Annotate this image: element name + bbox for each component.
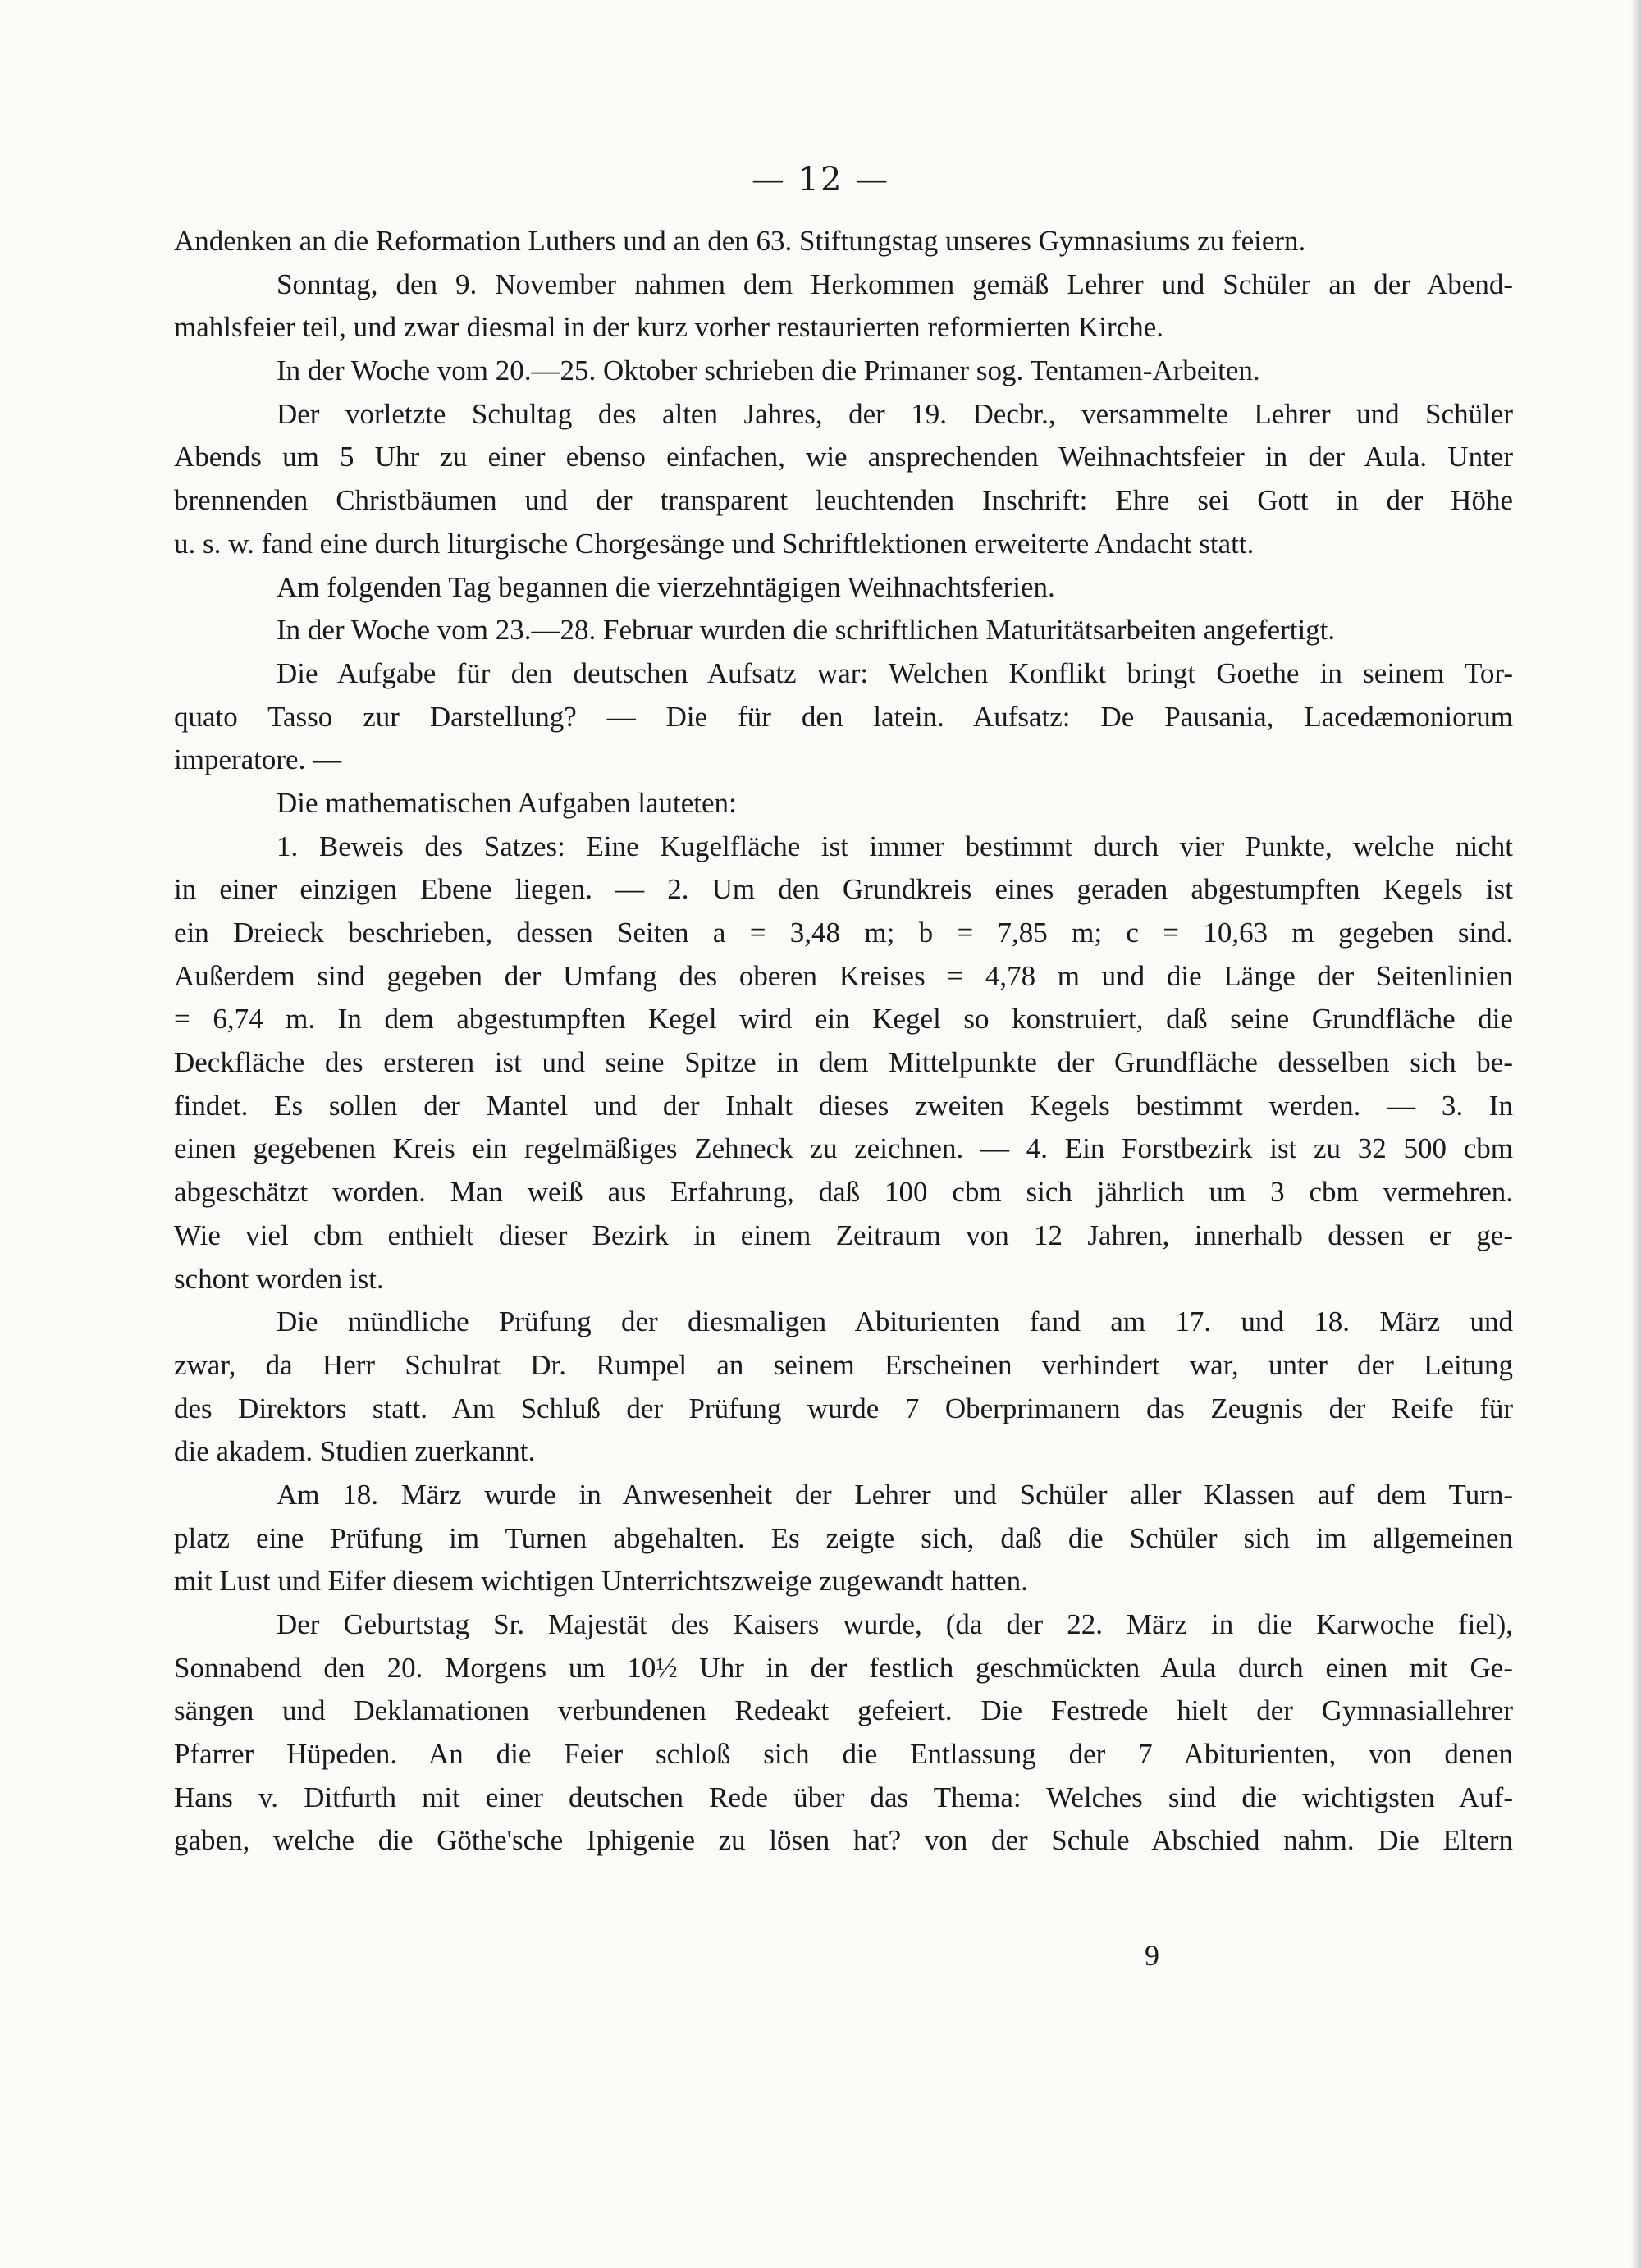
- text-line: = 6,74 m. In dem abgestumpften Kegel wird ein Kegel so konstruiert, daß seine Grundfläche die: [174, 1003, 1513, 1036]
- text-line: 1. Beweis des Satzes: Eine Kugelfläche ist immer bestimmt durch vier Punkte, welche nicht: [277, 830, 1513, 862]
- text-line: Deckfläche des ersteren ist und seine Spitze in dem Mittelpunkte der Grundfläche desselben sich be-: [174, 1046, 1513, 1079]
- text-line: Die mündliche Prüfung der diesmaligen Abiturienten fand am 17. und 18. März und: [277, 1305, 1513, 1338]
- text-line: u. s. w. fand eine durch liturgische Chorgesänge und Schriftlektionen erweiterte Andacht statt.: [174, 527, 1255, 560]
- text-line: Wie viel cbm enthielt dieser Bezirk in einem Zeitraum von 12 Jahren, innerhalb dessen er ge-: [174, 1219, 1513, 1251]
- text-line: Außerdem sind gegeben der Umfang des oberen Kreises = 4,78 m und die Länge der Seitenlinien: [174, 959, 1513, 992]
- text-line: Sonntag, den 9. November nahmen dem Herkommen gemäß Lehrer und Schüler an der Abend-: [277, 267, 1513, 300]
- text-line: ein Dreieck beschrieben, dessen Seiten a = 3,48 m; b = 7,85 m; c = 10,63 m gegeben sind.: [174, 917, 1513, 949]
- text-line: schont worden ist.: [174, 1262, 384, 1295]
- body-text: [174, 220, 1513, 1863]
- text-line: findet. Es sollen der Mantel und der Inhalt dieses zweiten Kegels bestimmt werden. — 3. In: [174, 1089, 1513, 1122]
- text-line: Abends um 5 Uhr zu einer ebenso einfachen, wie ansprechenden Weihnachtsfeier in der Aula. Unter: [174, 441, 1513, 473]
- text-line: Pfarrer Hüpeden. An die Feier schloß sich die Entlassung der 7 Abiturienten, von denen: [174, 1738, 1513, 1771]
- text-line: Die mathematischen Aufgaben lauteten:: [277, 786, 737, 819]
- text-line: die akadem. Studien zuerkannt.: [174, 1435, 536, 1468]
- text-line: Am folgenden Tag begannen die vierzehntägigen Weihnachtsferien.: [277, 570, 1055, 603]
- page-number: — 12 —: [751, 161, 890, 199]
- text-line: sängen und Deklamationen verbundenen Redeakt gefeiert. Die Festrede hielt der Gymnasiallehrer: [174, 1694, 1513, 1727]
- text-line: des Direktors statt. Am Schluß der Prüfung wurde 7 Oberprimanern das Zeugnis der Reife für: [174, 1392, 1513, 1424]
- page-edge-shadow: [1630, 0, 1641, 2268]
- text-line: abgeschätzt worden. Man weiß aus Erfahrung, daß 100 cbm sich jährlich um 3 cbm vermehren.: [174, 1176, 1513, 1209]
- text-line: einen gegebenen Kreis ein regelmäßiges Zehneck zu zeichnen. — 4. Ein Forstbezirk ist zu 32 500 cbm: [174, 1132, 1513, 1165]
- signature-mark: 9: [1145, 1939, 1159, 1972]
- text-line: mahlsfeier teil, und zwar diesmal in der kurz vorher restaurierten reformierten Kirche.: [174, 311, 1163, 344]
- text-line: imperatore. —: [174, 743, 342, 776]
- text-line: quato Tasso zur Darstellung? — Die für den latein. Aufsatz: De Pausania, Lacedæmoniorum: [174, 700, 1513, 733]
- text-line: Sonnabend den 20. Morgens um 10½ Uhr in der festlich geschmückten Aula durch einen mit Ge-: [174, 1651, 1513, 1684]
- text-line: Am 18. März wurde in Anwesenheit der Lehrer und Schüler aller Klassen auf dem Turn-: [277, 1478, 1513, 1511]
- text-line: Hans v. Ditfurth mit einer deutschen Rede über das Thema: Welches sind die wichtigsten Auf-: [174, 1781, 1513, 1813]
- text-line: In der Woche vom 20.—25. Oktober schrieben die Primaner sog. Tentamen-Arbeiten.: [277, 354, 1260, 387]
- text-line: mit Lust und Eifer diesem wichtigen Unterrichtszweige zugewandt hatten.: [174, 1565, 1028, 1598]
- text-line: Die Aufgabe für den deutschen Aufsatz war: Welchen Konflikt bringt Goethe in seinem Tor-: [277, 656, 1513, 689]
- text-line: Der Geburtstag Sr. Majestät des Kaisers wurde, (da der 22. März in die Karwoche fiel),: [277, 1608, 1513, 1640]
- text-line: platz eine Prüfung im Turnen abgehalten. Es zeigte sich, daß die Schüler sich im allgemeinen: [174, 1521, 1513, 1554]
- text-line: Andenken an die Reformation Luthers und an den 63. Stiftungstag unseres Gymnasiums zu feiern.: [174, 225, 1306, 257]
- text-line: gaben, welche die Göthe'sche Iphigenie zu lösen hat? von der Schule Abschied nahm. Die Eltern: [174, 1824, 1513, 1857]
- text-line: brennenden Christbäumen und der transparent leuchtenden Inschrift: Ehre sei Gott in der Höhe: [174, 484, 1513, 517]
- text-line: in einer einzigen Ebene liegen. — 2. Um den Grundkreis eines geraden abgestumpften Kegels ist: [174, 873, 1513, 906]
- text-line: In der Woche vom 23.—28. Februar wurden die schriftlichen Maturitätsarbeiten angefertigt.: [277, 614, 1336, 647]
- text-line: Der vorletzte Schultag des alten Jahres, der 19. Decbr., versammelte Lehrer und Schüler: [277, 397, 1513, 430]
- text-line: zwar, da Herr Schulrat Dr. Rumpel an seinem Erscheinen verhindert war, unter der Leitung: [174, 1348, 1513, 1381]
